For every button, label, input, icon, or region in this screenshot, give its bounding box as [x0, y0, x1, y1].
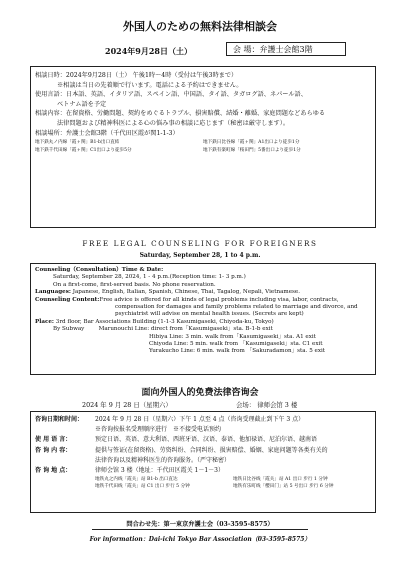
zh-access-row-2 — [35, 483, 371, 490]
english-info-box — [30, 263, 376, 375]
english-title: FREE LEGAL COUNSELING FOR FOREIGNERS — [82, 239, 318, 248]
zh-label-datetime: 咨询日期和时间： — [35, 416, 84, 423]
japanese-info-box — [30, 66, 376, 228]
ja-line-datetime: 相談日時：2024年9月28日（土） 午後1時〜4時（受付は午後3時まで） — [35, 72, 238, 79]
en-content: Free advice is offered for all kinds of legal problems including visa, labor, contracts, — [99, 296, 339, 303]
ja-line-place: 相談場所：弁護士会館3階（千代田区霞が関1-1-3） — [35, 129, 179, 137]
en-subway-line — [35, 326, 371, 333]
en-languages-line — [35, 289, 371, 296]
en-subway-label: By Subway — [53, 326, 85, 333]
zh-row-datetime — [35, 415, 371, 425]
chinese-date: 2024 年 9 月 28 日（星期六） — [82, 401, 172, 409]
zh-text-place: 律师会馆 3 楼（地址：千代田区霞关 1－1－3） — [95, 467, 224, 475]
en-counseling-note: On a first-come, first-served basis. No phone reservation. — [53, 281, 216, 288]
zh-label-place: 咨 询 地 点： — [35, 467, 72, 475]
ja-access-row-1 — [35, 140, 371, 146]
zh-row-languages — [35, 435, 371, 445]
event-date: 2024年9月28日（土） — [105, 46, 192, 56]
ja-line-content-cont: 法律問題および精神科医による心の悩み事の相談に応じます（秘密は厳守します）。 — [57, 119, 290, 127]
en-content-line — [35, 297, 371, 304]
zh-access-hibiya: 地铁日比谷线「霞关」站 A1 出口 步行 1 分钟 — [233, 477, 328, 483]
zh-label-languages: 使 用 语 言： — [35, 436, 72, 444]
ja-access-yurakucho: 地下鉄有楽町線「桜田門」5番出口より徒歩1分 — [203, 148, 301, 154]
ja-line-languages: 使用言語：日本語、英語、イタリア語、スペイン語、中国語、タイ語、タガログ語、ネパール語、 — [35, 91, 307, 99]
en-subway-hibiya: Hibiya Line: 3 min. walk from「Kasumigaseki」sta. A1 exit — [149, 333, 316, 340]
en-subway-chiyoda: Chiyoda Line: 5 min. walk from 「Kasumigaseki」sta. C1 exit — [149, 341, 323, 348]
en-subway-yurakucho: Yurakucho Line: 6 min. walk from 「Sakuradamon」sta. 5 exit — [149, 348, 326, 355]
venue-box: 会 場：弁護士会館3階 — [226, 42, 346, 56]
page-title: 外国人のための無料法律相談会 — [123, 20, 277, 33]
contact-divider — [92, 529, 308, 530]
chinese-info-box — [30, 411, 376, 513]
en-place-label: Place: — [35, 318, 54, 325]
zh-row-content-cont: 法律咨询以及精神科医生的咨询服务。（严守秘密） — [95, 456, 231, 464]
ja-access-chiyoda: 地下鉄千代田線「霞ヶ関」C1出口より徒歩5分 — [35, 148, 132, 154]
zh-access-chiyoda: 地铁千代田线「霞关」站 C1 出口 步行 5 分钟 — [95, 484, 190, 490]
en-subway-marunouchi: Marunouchi Line: direct from「Kasumigaseki」sta. B-1-b exit — [98, 326, 273, 333]
zh-label-content: 咨 询 内 容： — [35, 446, 72, 454]
en-languages-label: Languages: — [35, 289, 71, 296]
zh-row-note: ※咨询按报名受理顺序进行 ※不接受电话预约 — [95, 426, 222, 434]
zh-text-languages: 预定日语、英语、意大利语、西班牙语、汉语、泰语、他加禄语、尼泊尔语、越南语 — [95, 436, 318, 444]
en-place: 3rd floor, Bar Associations Building (1-1-3 Kasumigaseki, Chiyoda-ku, Tokyo) — [55, 318, 274, 325]
contact-en: For information：Dai-ichi Tokyo Bar Association（03-3595-8575） — [89, 536, 311, 543]
contact-ja: 問合わせ先：第一東京弁護士会（03-3595-8575） — [126, 521, 274, 528]
ja-line-note: ※相談は当日の先着順で行います。電話による予約はできません。 — [57, 81, 243, 89]
zh-text-content: 提供与签证(在留资格)、劳资纠纷、合同纠纷、损害赔偿、婚姻、家庭问题等各类有关的 — [95, 446, 328, 454]
en-content-label: Counseling Content: — [35, 296, 100, 303]
chinese-title: 面向外国人的免费法律咨询会 — [141, 388, 259, 398]
ja-access-row-2 — [35, 148, 371, 154]
zh-text-datetime: 2024 年 9 月 28 日（星期六）下午 1 点至 4 点（咨询受理截止到下午 3 点） — [95, 416, 305, 423]
ja-line-content: 相談内容：在留資格、労働問題、契約をめぐるトラブル、損害賠償、結婚・離婚、家庭問題などあらゆる — [35, 110, 326, 118]
ja-access-hibiya: 地下鉄日比谷線「霞ヶ関」A1出口より徒歩1分 — [203, 140, 300, 146]
ja-line-languages-cont: ベトナム語を予定 — [57, 100, 107, 108]
zh-access-yurakucho: 地铁有乐町线「樱田门」站 5 号出口 步行 6 分钟 — [233, 484, 334, 490]
english-date: Saturday, September 28, 1 to 4 p.m. — [139, 252, 261, 259]
ja-access-marunouchi: 地下鉄丸ノ内線「霞ヶ関」B1-b出口直結 — [35, 140, 120, 146]
zh-row-content — [35, 446, 371, 456]
en-counseling-time: Saturday, September 28, 2024, 1 - 4 p.m.(Reception time: 1- 3 p.m.) — [53, 274, 246, 281]
zh-access-marunouchi: 地铁丸之内线「霞关」站 B1-b 出口直达 — [95, 477, 178, 483]
en-content-cont: compensation for damages and family problems related to marriage and divorce, and — [115, 304, 358, 311]
en-content-cont-2: psychiatrist will advise on mental health issues. (Secrets are kept) — [115, 311, 304, 318]
zh-access-row-1 — [35, 476, 371, 483]
zh-row-place — [35, 466, 371, 476]
en-counseling-label: Counseling（Consultation）Time & Date: — [35, 267, 164, 273]
chinese-venue: 会场： 律师会馆 3 楼 — [236, 401, 298, 409]
en-languages: Japanese, English, Italian, Spanish, Chinese, Thai, Tagalog, Nepali, Vietnamese. — [72, 289, 300, 296]
